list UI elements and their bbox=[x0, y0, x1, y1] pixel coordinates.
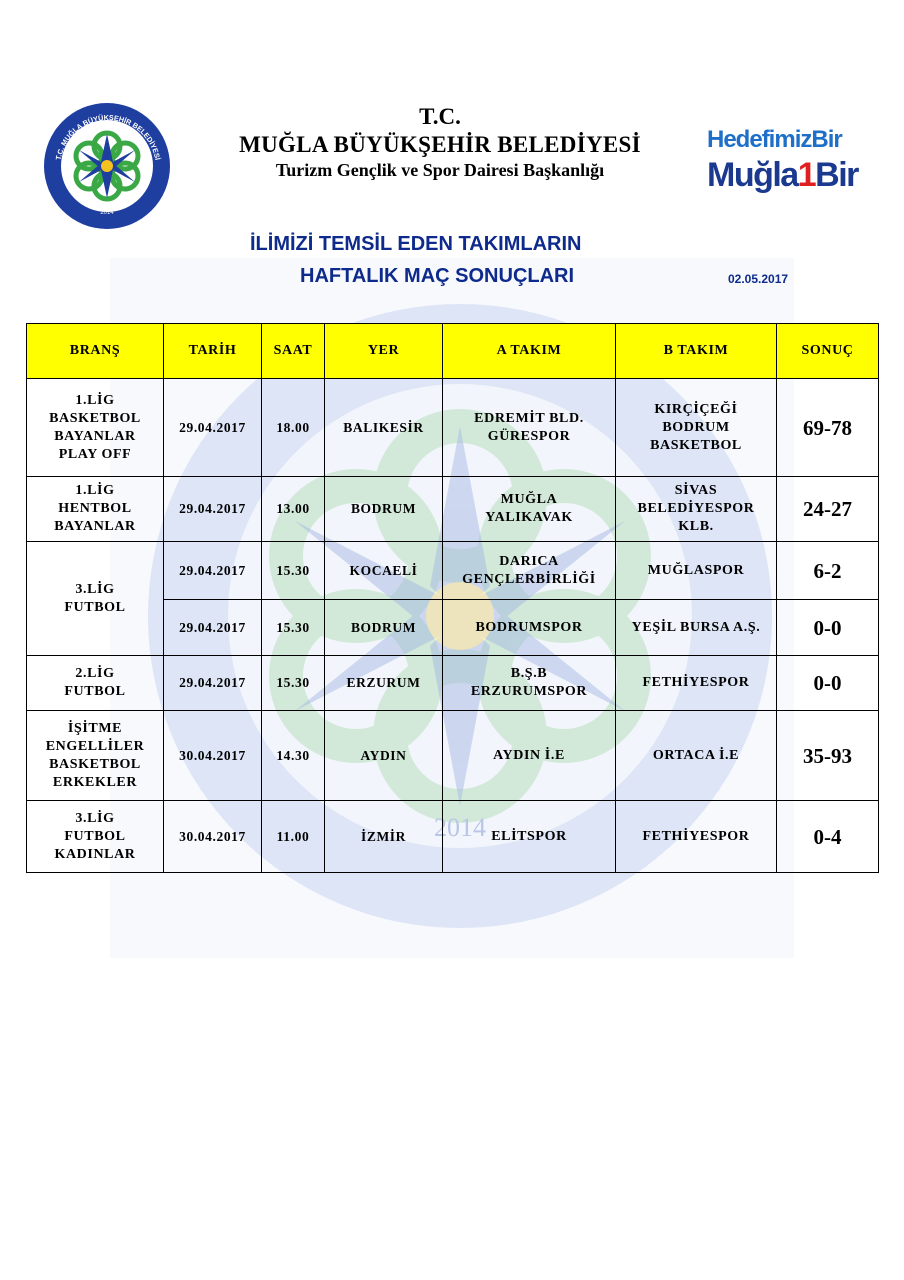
table-row bbox=[27, 379, 879, 477]
place-cell: BODRUM bbox=[325, 477, 443, 542]
header-department: Turizm Gençlik ve Spor Dairesi Başkanlığı bbox=[275, 160, 605, 180]
score-cell: 0-0 bbox=[777, 656, 879, 711]
team-b-line: BELEDİYESPOR bbox=[637, 501, 755, 516]
team-a-cell bbox=[443, 600, 616, 656]
score-cell: 69-78 bbox=[777, 379, 879, 477]
score-cell: 24-27 bbox=[777, 477, 879, 542]
date-cell: 29.04.2017 bbox=[164, 600, 262, 656]
time-cell: 15.30 bbox=[262, 656, 325, 711]
team-b-line: ORTACA İ.E bbox=[652, 747, 740, 763]
time-cell: 15.30 bbox=[262, 600, 325, 656]
table-row bbox=[27, 477, 879, 542]
team-b-line: BODRUM bbox=[662, 419, 730, 435]
branch-cell bbox=[27, 542, 164, 656]
team-a-line: GÜRESPOR bbox=[487, 428, 571, 444]
header bbox=[200, 103, 680, 181]
page-title-line2: HAFTALIK MAÇ SONUÇLARI bbox=[300, 265, 575, 287]
team-b-line: KLB. bbox=[678, 519, 714, 534]
place-cell: BALIKESİR bbox=[325, 379, 443, 477]
team-a-line: MUĞLA bbox=[500, 492, 558, 507]
branch-line: 3.LİG bbox=[75, 810, 115, 826]
team-b-cell bbox=[616, 600, 777, 656]
branch-line: BASKETBOL bbox=[49, 410, 141, 426]
team-a-cell bbox=[443, 477, 616, 542]
place-cell: ERZURUM bbox=[325, 656, 443, 711]
team-a-line: AYDIN İ.E bbox=[493, 747, 565, 763]
team-a-cell bbox=[443, 801, 616, 873]
team-a-line: EDREMİT BLD. bbox=[474, 410, 584, 426]
team-b-cell bbox=[616, 711, 777, 801]
slogan-line2 bbox=[707, 155, 872, 195]
branch-line: ENGELLİLER bbox=[45, 738, 145, 754]
team-b-cell bbox=[616, 477, 777, 542]
table-row bbox=[27, 711, 879, 801]
column-header: A TAKIM bbox=[443, 324, 616, 379]
table-row bbox=[27, 542, 879, 600]
branch-cell bbox=[27, 379, 164, 477]
place-cell: KOCAELİ bbox=[325, 542, 443, 600]
branch-line: BAYANLAR bbox=[54, 428, 136, 444]
slogan-logo bbox=[707, 125, 872, 220]
time-cell: 13.00 bbox=[262, 477, 325, 542]
place-cell: BODRUM bbox=[325, 600, 443, 656]
column-header: SAAT bbox=[262, 324, 325, 379]
team-b-line: MUĞLASPOR bbox=[647, 562, 745, 578]
place-cell: İZMİR bbox=[325, 801, 443, 873]
column-header: SONUÇ bbox=[777, 324, 879, 379]
branch-line: FUTBOL bbox=[64, 599, 126, 615]
team-a-line: GENÇLERBİRLİĞİ bbox=[462, 571, 596, 587]
table-row bbox=[27, 801, 879, 873]
branch-line: İŞİTME bbox=[67, 720, 123, 736]
slogan-one: 1 bbox=[797, 156, 816, 194]
branch-cell bbox=[27, 801, 164, 873]
team-a-line: ELİTSPOR bbox=[491, 828, 567, 844]
team-a-line: ERZURUMSPOR bbox=[470, 684, 588, 699]
column-header: TARİH bbox=[164, 324, 262, 379]
slogan-bir: Bir bbox=[815, 156, 858, 194]
score-cell: 0-0 bbox=[777, 600, 879, 656]
branch-line: ERKEKLER bbox=[52, 774, 138, 790]
branch-line: 2.LİG bbox=[75, 666, 115, 681]
branch-line: FUTBOL bbox=[64, 684, 126, 699]
team-b-cell bbox=[616, 801, 777, 873]
header-municipality: MUĞLA BÜYÜKŞEHİR BELEDİYESİ bbox=[239, 132, 641, 157]
team-b-line: YEŞİL BURSA A.Ş. bbox=[631, 619, 761, 635]
team-a-cell bbox=[443, 711, 616, 801]
svg-text:T.C. MUĞLA BÜYÜKŞEHİR BELEDİYE: T.C. MUĞLA BÜYÜKŞEHİR BELEDİYESİ bbox=[53, 112, 163, 161]
time-cell: 15.30 bbox=[262, 542, 325, 600]
table-row bbox=[27, 656, 879, 711]
team-b-line: SİVAS bbox=[674, 483, 718, 498]
score-cell: 6-2 bbox=[777, 542, 879, 600]
time-cell: 18.00 bbox=[262, 379, 325, 477]
team-b-cell bbox=[616, 656, 777, 711]
column-header: B TAKIM bbox=[616, 324, 777, 379]
team-b-line: FETHİYESPOR bbox=[642, 828, 750, 844]
results-table bbox=[26, 323, 879, 873]
slogan-mugla: Muğla bbox=[707, 156, 798, 194]
branch-line: 1.LİG bbox=[75, 483, 115, 498]
column-header: BRANŞ bbox=[27, 324, 164, 379]
municipality-seal-icon bbox=[40, 100, 175, 230]
team-a-line: YALIKAVAK bbox=[485, 510, 573, 525]
team-b-cell bbox=[616, 542, 777, 600]
report-date: 02.05.2017 bbox=[728, 272, 789, 286]
svg-text:2014: 2014 bbox=[434, 813, 486, 842]
date-cell: 30.04.2017 bbox=[164, 801, 262, 873]
date-cell: 29.04.2017 bbox=[164, 656, 262, 711]
slogan-line1: HedefimizBir bbox=[707, 126, 842, 153]
branch-cell bbox=[27, 711, 164, 801]
header-tc: T.C. bbox=[419, 104, 461, 129]
branch-line: HENTBOL bbox=[58, 501, 132, 516]
team-a-cell bbox=[443, 542, 616, 600]
team-b-line: BASKETBOL bbox=[650, 437, 742, 453]
branch-line: BAYANLAR bbox=[54, 519, 136, 534]
svg-text:2014: 2014 bbox=[100, 210, 114, 216]
team-a-cell bbox=[443, 656, 616, 711]
date-cell: 29.04.2017 bbox=[164, 477, 262, 542]
branch-line: PLAY OFF bbox=[58, 446, 132, 462]
date-cell: 29.04.2017 bbox=[164, 542, 262, 600]
team-a-cell bbox=[443, 379, 616, 477]
date-cell: 30.04.2017 bbox=[164, 711, 262, 801]
branch-line: 1.LİG bbox=[75, 392, 115, 408]
team-b-line: FETHİYESPOR bbox=[642, 675, 750, 690]
date-cell: 29.04.2017 bbox=[164, 379, 262, 477]
team-a-line: DARICA bbox=[499, 553, 559, 569]
branch-line: 3.LİG bbox=[75, 581, 115, 597]
column-header: YER bbox=[325, 324, 443, 379]
page-title-line1: İLİMİZİ TEMSİL EDEN TAKIMLARIN bbox=[250, 233, 582, 255]
team-a-line: B.Ş.B bbox=[510, 666, 548, 681]
team-b-cell bbox=[616, 379, 777, 477]
branch-line: BASKETBOL bbox=[49, 756, 141, 772]
branch-cell bbox=[27, 656, 164, 711]
team-a-line: BODRUMSPOR bbox=[475, 619, 583, 635]
time-cell: 11.00 bbox=[262, 801, 325, 873]
score-cell: 35-93 bbox=[777, 711, 879, 801]
team-b-line: KIRÇİÇEĞİ bbox=[654, 401, 738, 417]
time-cell: 14.30 bbox=[262, 711, 325, 801]
branch-cell bbox=[27, 477, 164, 542]
branch-line: FUTBOL bbox=[64, 828, 126, 844]
place-cell: AYDIN bbox=[325, 711, 443, 801]
table-header-row bbox=[27, 324, 879, 379]
branch-line: KADINLAR bbox=[54, 846, 136, 862]
score-cell: 0-4 bbox=[777, 801, 879, 873]
